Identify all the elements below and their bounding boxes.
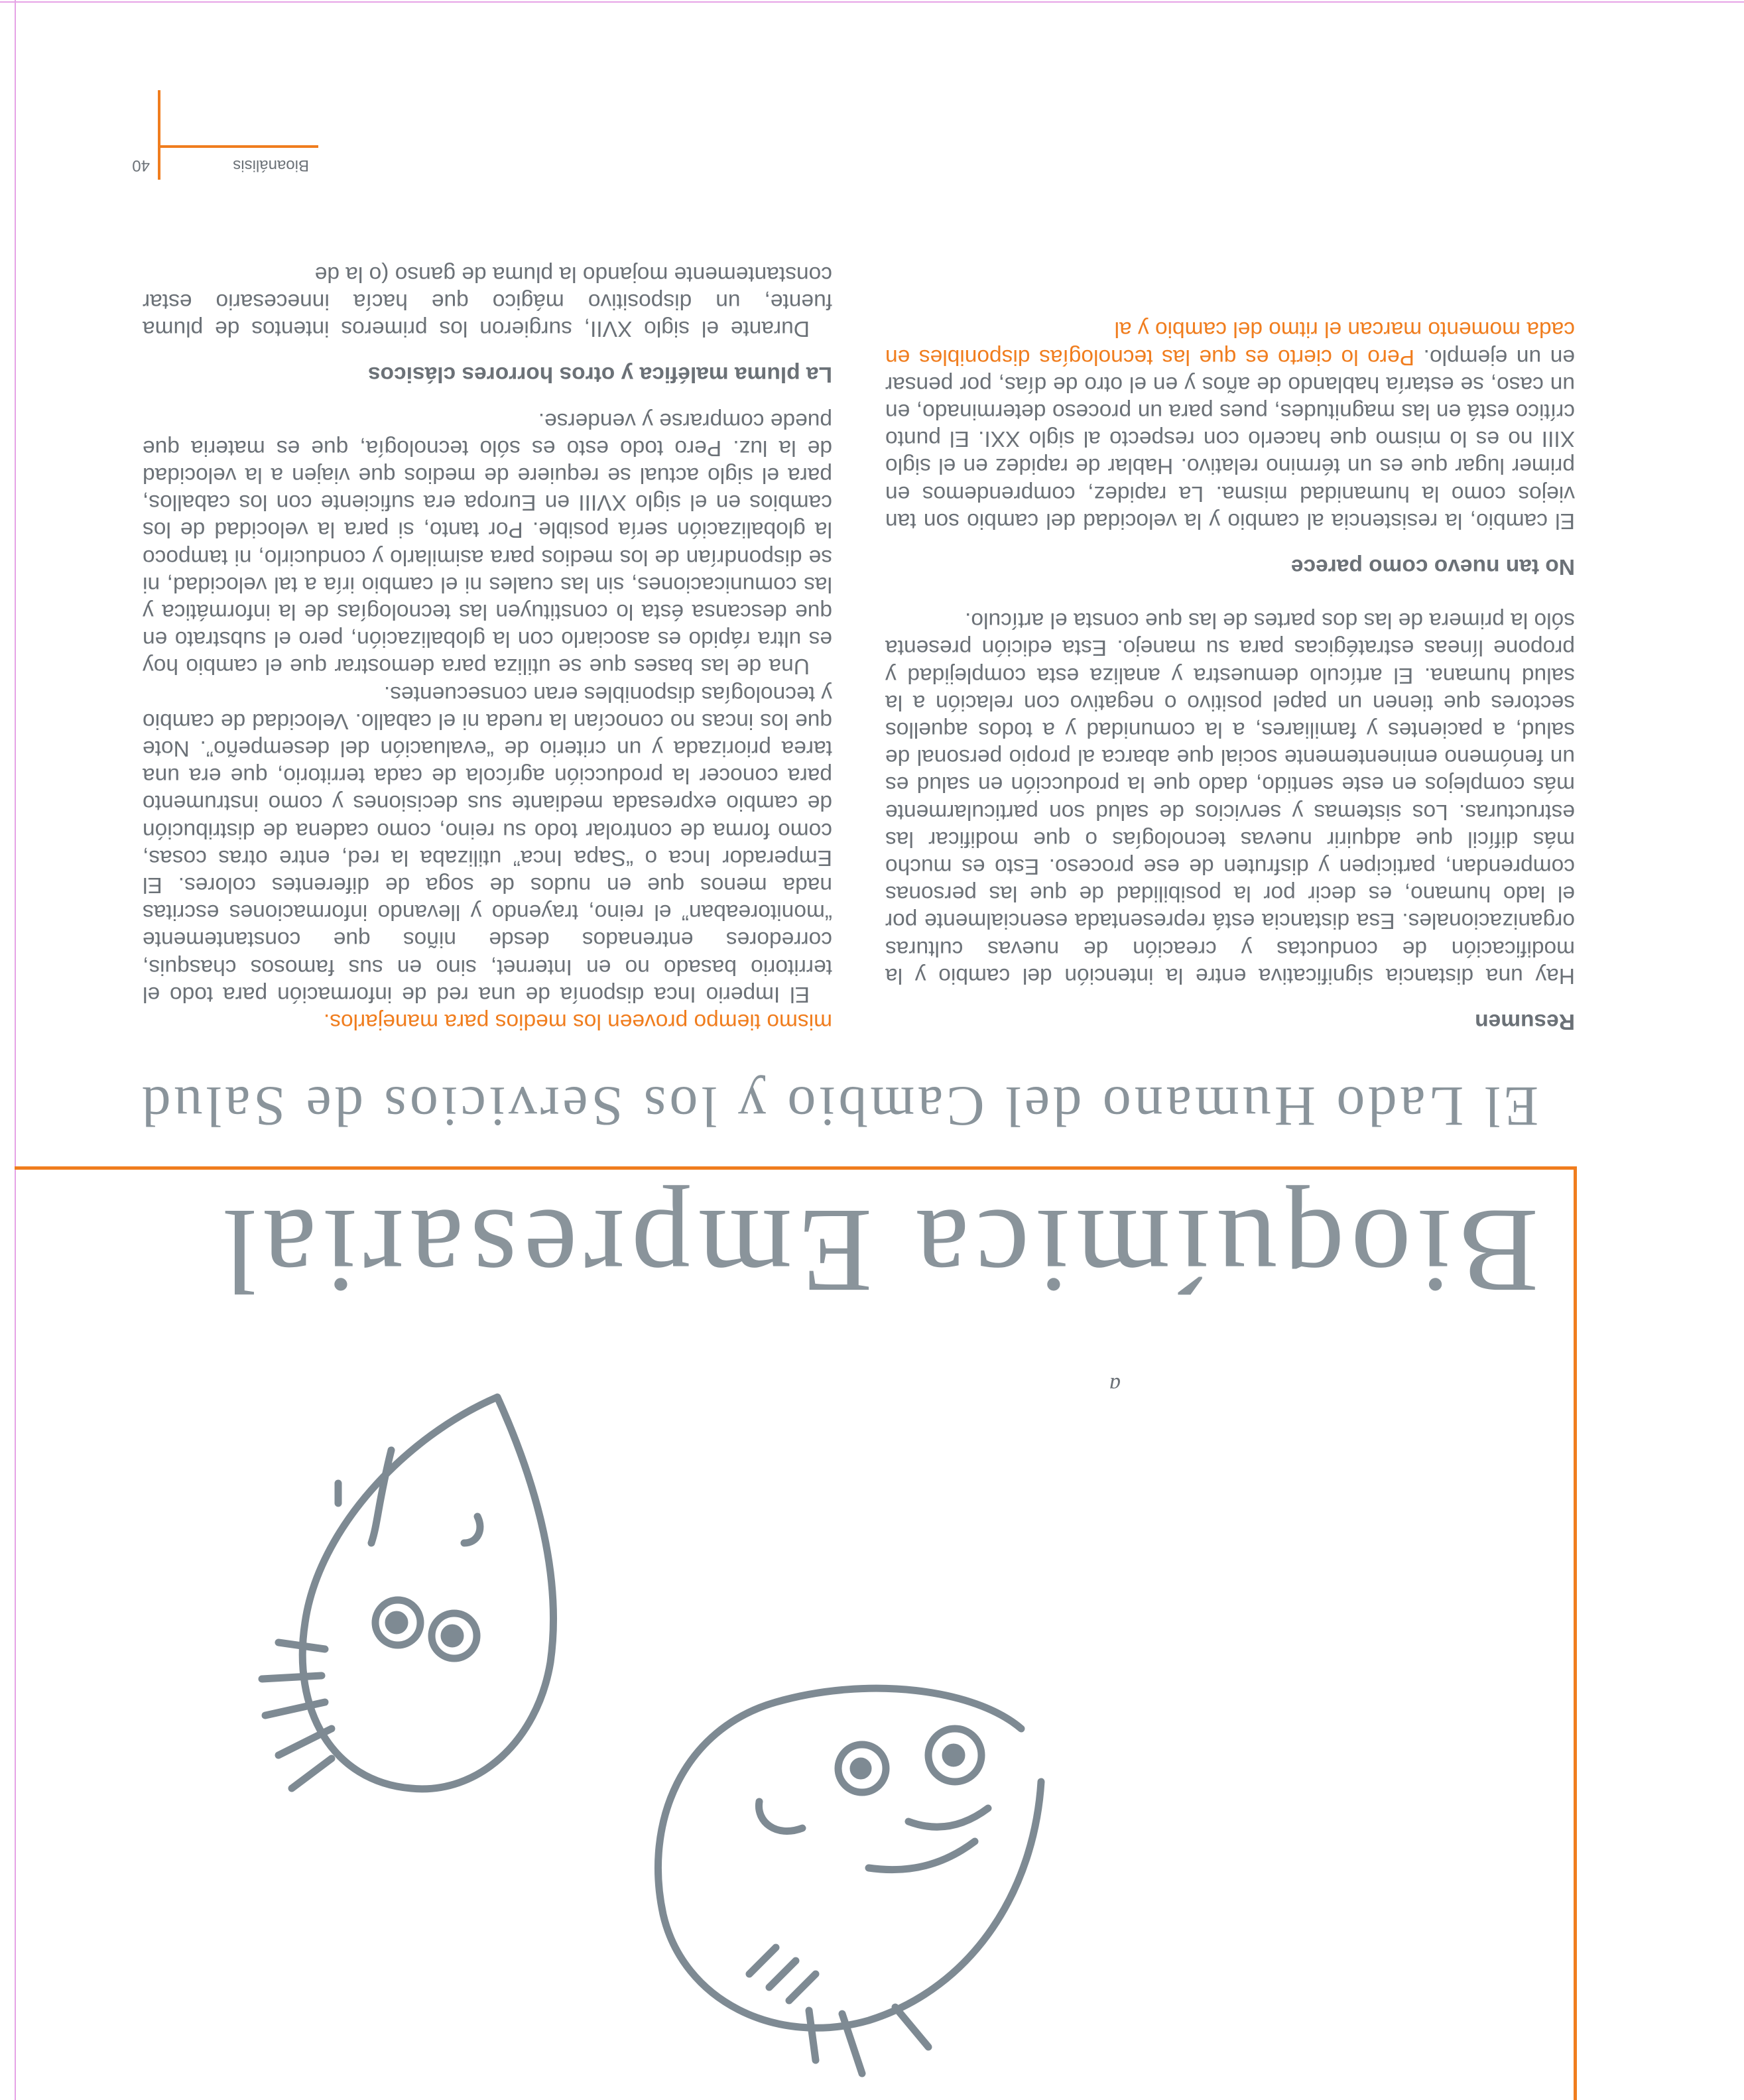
article-title: Bioquímica Empresarial xyxy=(216,1184,1538,1318)
section-name: Bioanálisis xyxy=(233,156,309,174)
left-column xyxy=(885,316,1575,1035)
crop-mark-top xyxy=(0,1,1744,3)
heading-resumen: Resumen xyxy=(1475,1009,1575,1034)
paragraph-globalizacion: Una de las bases que se utiliza para demostrar que el cambio hoy es ultra rápido es asociarlo con la globalización, pero el substrato en que descansa ésta lo constituyen las tecnologías de la informática y las comunicaciones, sin las cuales ni el cambio iría a tal velocidad, ni se dispondrían de los medios para asimilarlo y conducirlo, ni tampoco la globalización sería posible. Por tanto, si para la velocidad de los cambios en el siglo XVIII en Europa era suficiente con los caballos, para el siglo actual se requiere de medios que viajen a la velocidad de la luz. Pero todo esto es sólo tecnología, que es materia que puede comprarse y venderse. xyxy=(143,408,832,679)
paragraph-imperio-inca: El Imperio Inca disponía de una red de información para todo el territorio basado no en Internet, sino en sus famosos chasquis, corredores entrenados desde niños que constantemente “monitoreaban” el reino, trayendo y llevando informaciones escritas nada menos que en nudos de soga de diferentes colores. El Emperador Inca o “Sapa Inca” utilizaba la red, entre otras cosas, como forma de controlar todo su reino, como cadena de distribución de cambio expresada mediante sus decisiones y como instrumento para conocer la producción agrícola de cada territorio, que era una tarea priorizada y un criterio de “evaluación del desempeño”. Note que los incas no conocían la rueda ni el caballo. Velocidad de cambio y tecnologías disponibles eran consecuentes. xyxy=(143,681,832,1007)
paragraph-cambio-text: El cambio, la resistencia al cambio y la velocidad del cambio son tan viejos como la humanidad misma. La rapidez, comprendemos en primer lugar que es un término relativo. Hablar de rapidez en el siglo XIII no es lo mismo que hacerlo con respecto al siglo XXI. El punto crítico está en las magnitudes, pues para un proceso determinado, en un caso, se estaría hablando de años y en el otro de días, por pensar en un ejemplo. xyxy=(885,344,1575,533)
crop-mark-side xyxy=(15,0,16,2100)
highlight-text: Pero lo cierto es que las tecnologías disponibles en cada momento marcan el ritmo del cambio y al xyxy=(885,317,1575,369)
resumen-paragraph: Hay una distancia significativa entre la intención del cambio y la modificación de conductas y creación de nuevas culturas organizacionales. Esa distancia está representada esencialmente por el lado humano, es decir por la posibilidad de que las personas comprendan, participen y disfruten de ese proceso. Esto es mucho más difícil que adquirir nuevas tecnologías o que modificar las estructuras. Los sistemas y servicios de salud son particularmente más complejos en este sentido, dado que la producción en salud es un fenómeno eminentemente social que abarca al propio personal de salud, a pacientes y familiares, a la comunidad y a todos aquellos sectores que tienen un papel positivo o negativo con relación a la salud humana. El artículo demuestra y analiza esta complejidad y propone líneas estratégicas para su manejo. Esta edición presenta sólo la primera de las dos partes de las que consta el artículo. xyxy=(885,608,1575,988)
heading-pluma-malefica: La pluma maléfica y otros horrores clásicos xyxy=(367,362,832,387)
highlight-continuation: mismo tiempo proveen los medios para manejarlos. xyxy=(323,1009,832,1034)
paragraph-pluma: Durante el siglo XVII, surgieron los primeros intentos de pluma fuente, un dispositivo mágico que hacía innecesario estar constantemente mojando la pluma de ganso (o la de xyxy=(143,261,832,341)
title-rule-vertical xyxy=(1574,1168,1577,2100)
right-column xyxy=(143,261,832,1035)
cartoon-heads-illustration xyxy=(219,1351,1147,2100)
header-divider xyxy=(158,90,160,180)
pointed-head-drawing xyxy=(262,1397,554,1789)
illustration-label: a xyxy=(1109,1373,1121,1397)
article-subtitle: El Lado Humano del Cambio y los Servicios de Salud xyxy=(139,1075,1538,1139)
title-rule-horizontal xyxy=(15,1166,1577,1170)
round-head-drawing xyxy=(658,1688,1041,2073)
paragraph-cambio xyxy=(885,316,1575,534)
page-number: 40 xyxy=(132,156,150,174)
running-header xyxy=(99,147,318,180)
header-rule xyxy=(158,145,318,148)
heading-no-tan-nuevo: No tan nuevo como parece xyxy=(1290,554,1575,579)
